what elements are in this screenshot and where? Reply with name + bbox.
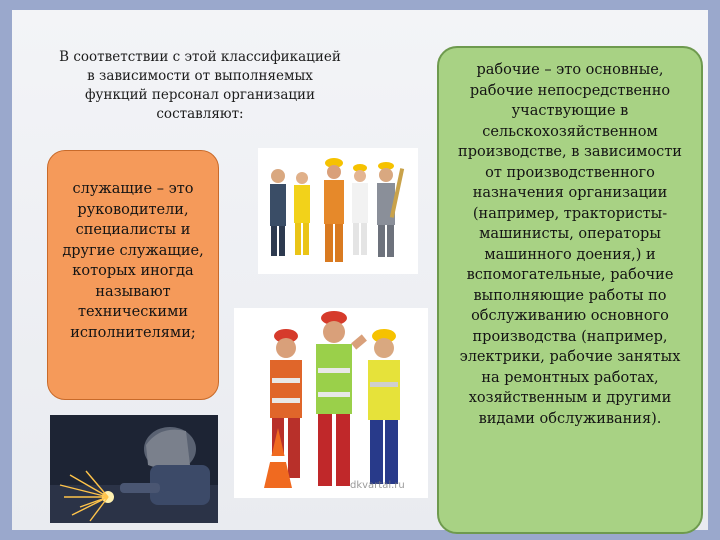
watermark: dkvartal.ru	[350, 480, 405, 491]
welder-illustration	[50, 415, 218, 523]
workers-group-illustration	[258, 148, 418, 274]
workers-group-photo	[258, 148, 418, 274]
employees-definition-box	[47, 150, 219, 400]
workers-definition-box	[437, 46, 703, 534]
workers-definition-text: рабочие – это основные, рабочие непосредственно участвующие в сельскохозяйственном производстве, в зависимости от производственного назначения организации (например, трактористы-машинисты, операторы машинного доения,) и вспомогательные, рабочие выполняющие работы по обслуживанию основного производства (например, электрики, рабочие занятых на ремонтных работах, хозяйственным и другими видами обслуживания).	[458, 62, 682, 427]
intro-text: В соответствии с этой классификацией в зависимости от выполняемых функций персонал организации составляют:	[59, 49, 341, 122]
welder-photo	[50, 415, 218, 523]
slide	[12, 10, 708, 530]
employees-definition-text: служащие – это руководители, специалисты и другие служащие, которых иногда называют техническими исполнителями;	[62, 181, 204, 341]
builders-photo	[234, 308, 428, 498]
builders-illustration	[234, 308, 428, 498]
